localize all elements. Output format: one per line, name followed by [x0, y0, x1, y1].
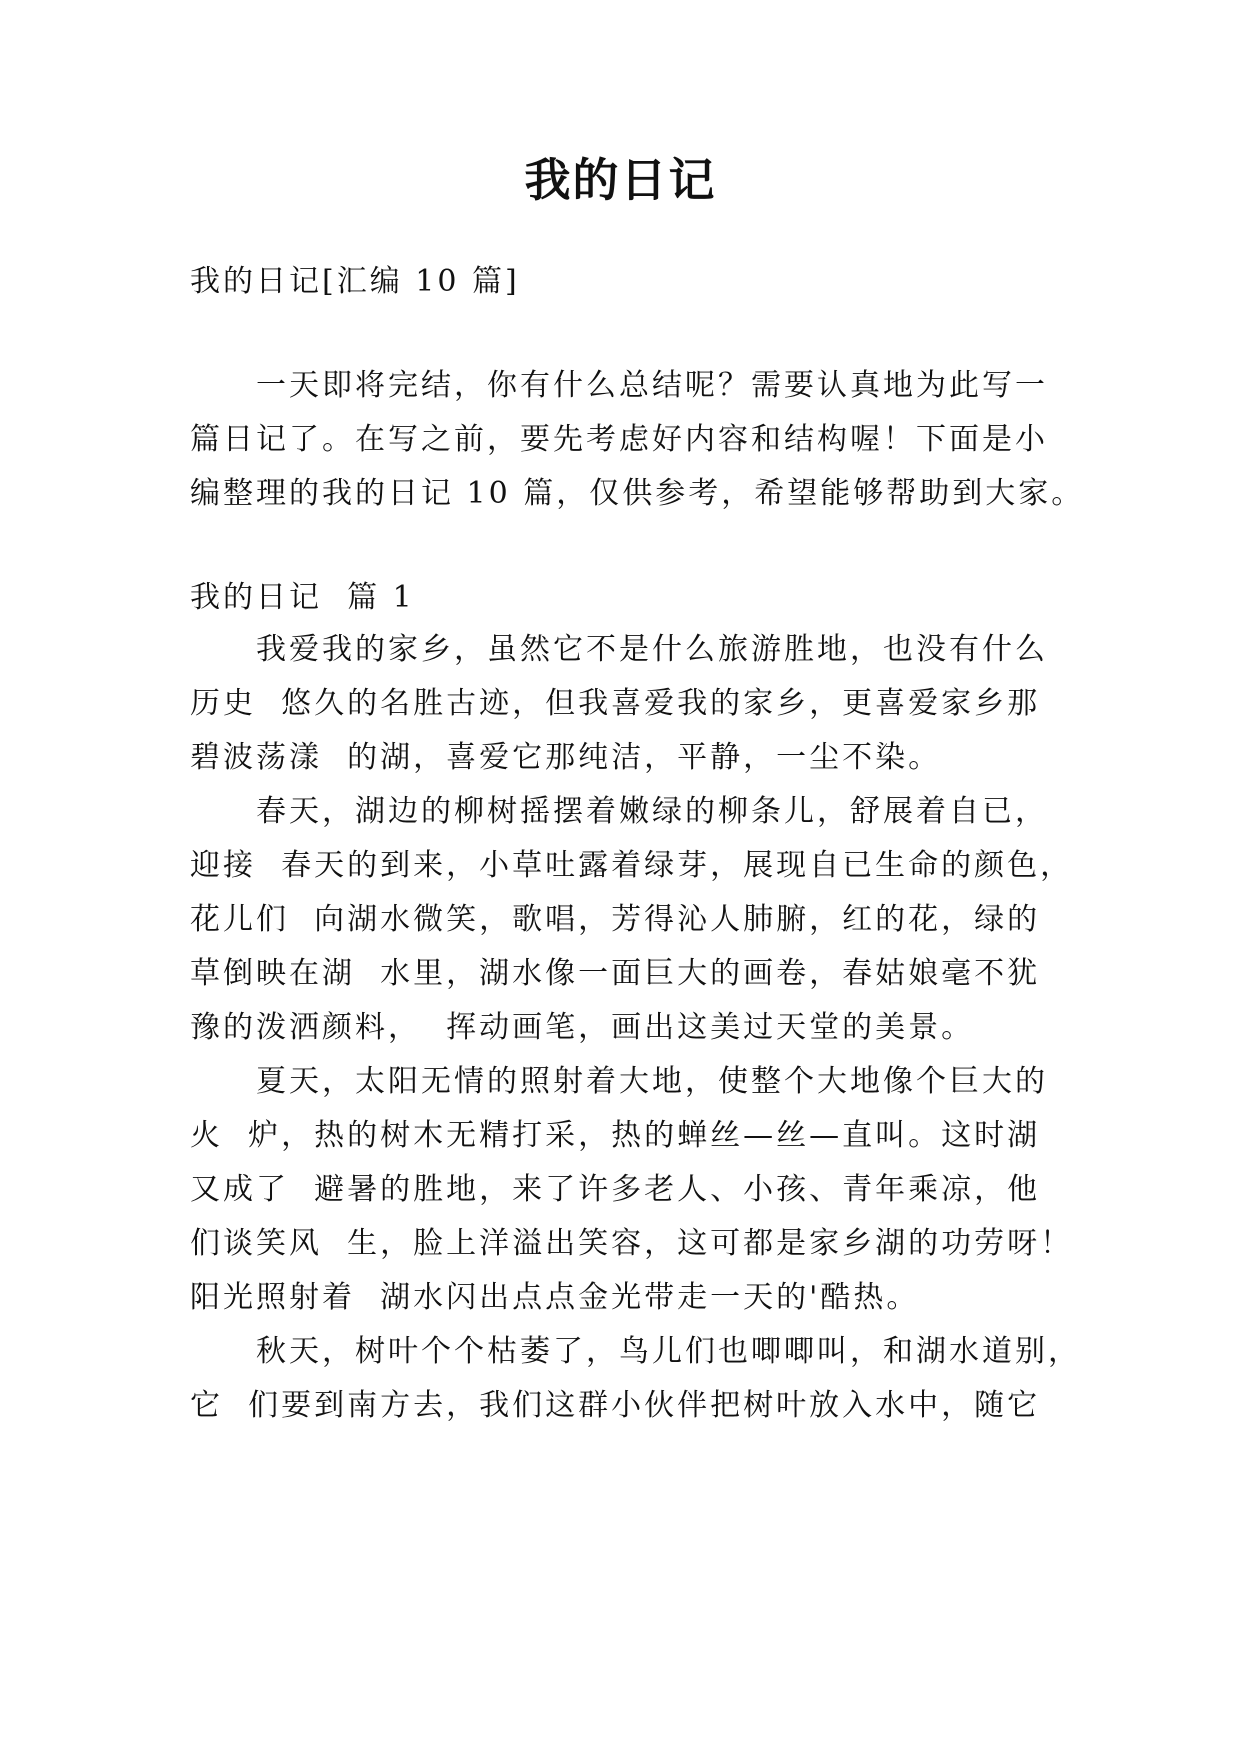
section-heading: 我的日记 篇 1 [190, 580, 415, 615]
body-line: 它 们要到南方去，我们这群小伙伴把树叶放入水中，随它 [190, 1388, 1041, 1423]
body-line: 碧波荡漾 的湖，喜爱它那纯洁，平静，一尘不染。 [190, 740, 942, 775]
body-line: 花儿们 向湖水微笑，歌唱，芳得沁人肺腑，红的花，绿的 [190, 902, 1041, 937]
body-line: 春天，湖边的柳树摇摆着嫩绿的柳条儿，舒展着自已， [190, 794, 1048, 829]
document-title: 我的日记 [524, 153, 717, 207]
body-line: 迎接 春天的到来，小草吐露着绿芽，展现自已生命的颜色， [190, 848, 1074, 883]
body-line: 阳光照射着 湖水闪出点点金光带走一天的'酷热。 [190, 1280, 920, 1315]
intro-line: 编整理的我的日记 10 篇，仅供参考，希望能够帮助到大家。 [190, 476, 1085, 511]
intro-line: 一天即将完结，你有什么总结呢？需要认真地为此写一 [190, 368, 1048, 403]
body-line: 们谈笑风 生，脸上洋溢出笑容，这可都是家乡湖的功劳呀！ [190, 1226, 1074, 1261]
body-line: 草倒映在湖 水里，湖水像一面巨大的画卷，春姑娘毫不犹 [190, 956, 1041, 991]
body-line: 历史 悠久的名胜古迹，但我喜爱我的家乡，更喜爱家乡那 [190, 686, 1041, 721]
body-line: 我爱我的家乡，虽然它不是什么旅游胜地，也没有什么 [190, 632, 1048, 667]
document-subtitle: 我的日记[汇编 10 篇] [190, 264, 520, 299]
body-line: 豫的泼洒颜料， 挥动画笔，画出这美过天堂的美景。 [190, 1010, 975, 1045]
body-line: 又成了 避暑的胜地，来了许多老人、小孩、青年乘凉，他 [190, 1172, 1041, 1207]
intro-line: 篇日记了。在写之前，要先考虑好内容和结构喔！下面是小 [190, 422, 1048, 457]
body-line: 火 炉，热的树木无精打采，热的蝉丝—丝—直叫。这时湖 [190, 1118, 1041, 1153]
body-line: 夏天，太阳无情的照射着大地，使整个大地像个巨大的 [190, 1064, 1048, 1099]
body-line: 秋天，树叶个个枯萎了，鸟儿们也唧唧叫，和湖水道别， [190, 1334, 1081, 1369]
